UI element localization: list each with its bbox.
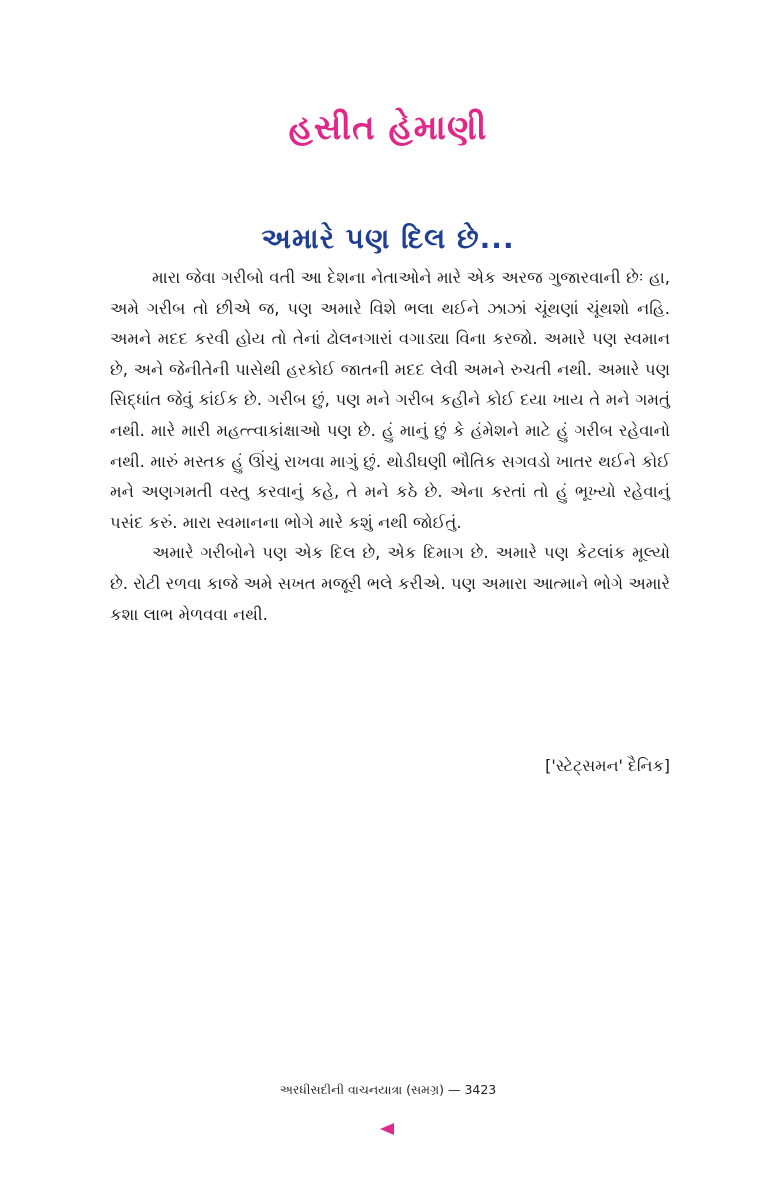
source-citation: ['સ્ટેટ્સમન' દૈનિક]	[545, 756, 670, 775]
previous-page-arrow-icon[interactable]	[380, 1123, 394, 1135]
article-body	[110, 263, 670, 630]
article-title: અમારે પણ દિલ છે...	[261, 222, 515, 255]
author-name: હસીત હેમાણી	[288, 108, 488, 148]
paragraph: મારા જેવા ગરીબો વતી આ દેશના નેતાઓને મારે એક અરજ ગુજારવાની છેઃ હા, અમે ગરીબ તો છીએ જ, પણ અમારે વિશે ભલા થઈને ઝાઝાં ચૂંથણાં ચૂંથશો નહિ. અમને મદદ કરવી હોય તો તેનાં ઢોલનગારાં વગાડ્યા વિના કરજો. અમારે પણ સ્વમાન છે, અને જેનીતેની પાસેથી હરકોઈ જાતની મદદ લેવી અમને રુચતી નથી. અમારે પણ સિદ્ધાંત જેવું કાંઈક છે. ગરીબ છું, પણ મને ગરીબ કહીને કોઈ દયા ખાય તે મને ગમતું નથી. મારે મારી મહત્ત્વાકાંક્ષાઓ પણ છે. હું માનું છું કે હંમેશને માટે હું ગરીબ રહેવાનો નથી. મારું મસ્તક હું ઊંચું રાખવા માગું છું. થોડીઘણી ભૌતિક સગવડો ખાતર થઈને કોઈ મને અણગમતી વસ્તુ કરવાનું કહે, તે મને કઠે છે. એના કરતાં તો હું ભૂખ્યો રહેવાનું પસંદ કરું. મારા સ્વમાનના ભોગે મારે કશું નથી જોઈતું.	[110, 268, 670, 532]
page-footer: અરધીસદીની વાચનયાત્રા (સમગ્ર) — 3423	[279, 1082, 497, 1097]
paragraph: અમારે ગરીબોને પણ એક દિલ છે, એક દિમાગ છે. અમારે પણ કેટલાંક મૂલ્યો છે. રોટી રળવા કાજે અમે સખત મજૂરી ભલે કરીએ. પણ અમારા આત્માને ભોગે અમારે કશા લાભ મેળવવા નથી.	[110, 543, 670, 624]
